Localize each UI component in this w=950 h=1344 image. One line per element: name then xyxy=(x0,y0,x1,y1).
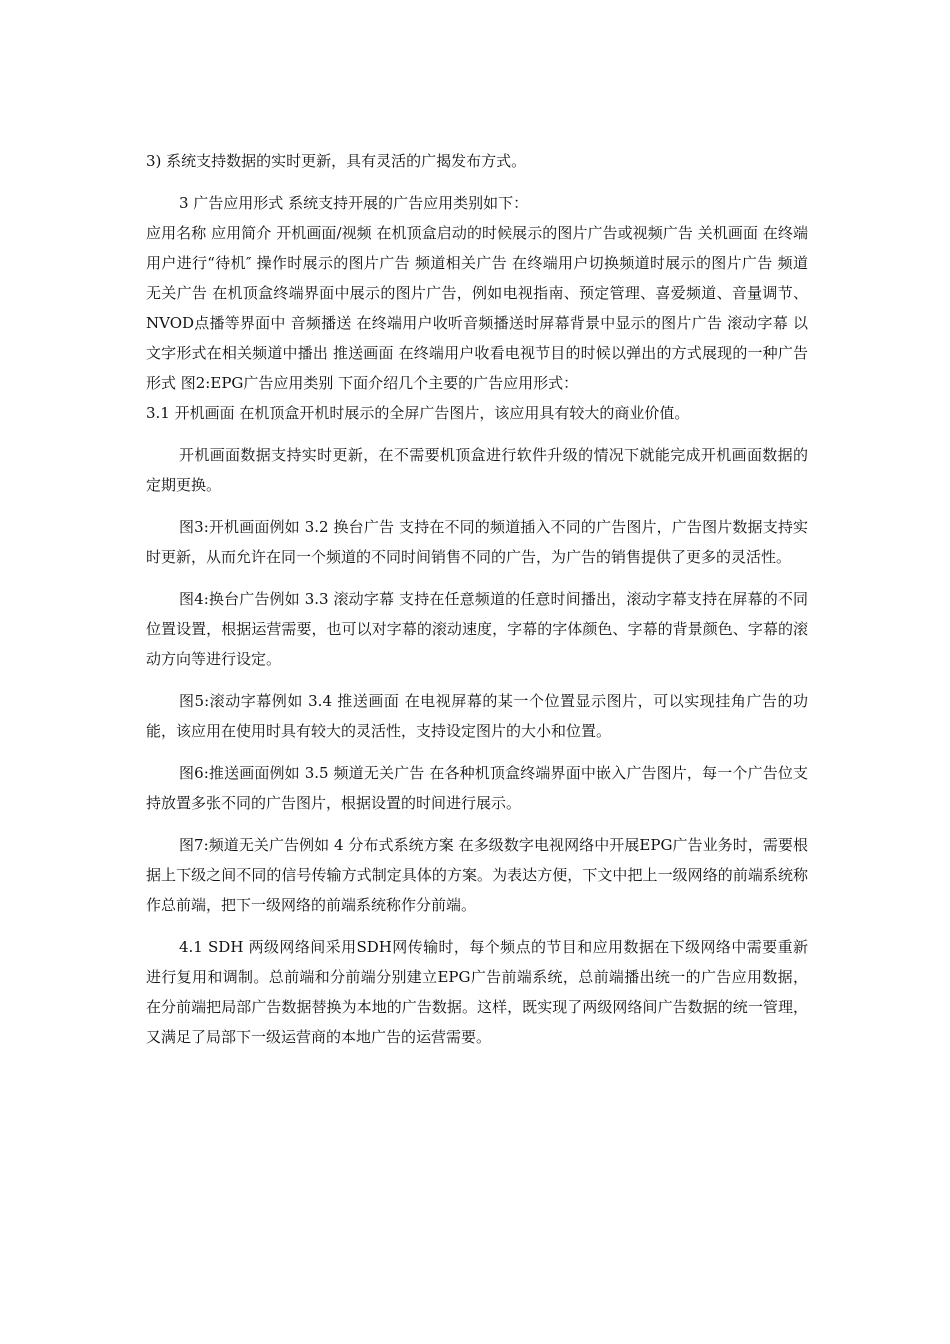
paragraph-section-3-5: 图6:推送画面例如 3.5 频道无关广告 在各种机顶盒终端界面中嵌入广告图片，每一个广告位支持放置多张不同的广告图片，根据设置的时间进行展示。 xyxy=(146,764,808,812)
paragraph-ad-types-table: 应用名称 应用简介 开机画面/视频 在机顶盒启动的时候展示的图片广告或视频广告 关机画面 在终端用户进行“待机″ 操作时展示的图片广告 频道相关广告 在终端用户切换频道时展示的图片广告 频道无关广告 在机顶盒终端界面中展示的图片广告，例如电视指南、预定管理、喜爱频道、音量调节、NVOD点播等界面中 音频播送 在终端用户收听音频播送时屏幕背景中显示的图片广告 滚动字幕 以文字形式在相关频道中播出 推送画面 在终端用户收看电视节目的时候以弹出的方式展现的一种广告形式 图2:EPG广告应用类别 下面介绍几个主要的广告应用形式： xyxy=(146,224,808,392)
paragraph-section-3-3: 图4:换台广告例如 3.3 滚动字幕 支持在任意频道的任意时间播出，滚动字幕支持在屏幕的不同位置设置，根据运营需要，也可以对字幕的滚动速度，字幕的字体颜色、字幕的背景颜色、字幕的滚动方向等进行设定。 xyxy=(146,590,808,668)
paragraph-section-4-1: 4.1 SDH 两级网络间采用SDH网传输时，每个频点的节目和应用数据在下级网络中需要重新进行复用和调制。总前端和分前端分别建立EPG广告前端系统，总前端播出统一的广告应用数据，在分前端把局部广告数据替换为本地的广告数据。这样，既实现了两级网络间广告数据的统一管理，又满足了局部下一级运营商的本地广告的运营需要。 xyxy=(146,938,808,1046)
paragraph-section-3-4: 图5:滚动字幕例如 3.4 推送画面 在电视屏幕的某一个位置显示图片，可以实现挂角广告的功能，该应用在使用时具有较大的灵活性，支持设定图片的大小和位置。 xyxy=(146,692,808,740)
paragraph-boot-screen-update: 开机画面数据支持实时更新，在不需要机顶盒进行软件升级的情况下就能完成开机画面数据的定期更换。 xyxy=(146,446,808,494)
paragraph-section-3-2: 图3:开机画面例如 3.2 换台广告 支持在不同的频道插入不同的广告图片，广告图片数据支持实时更新，从而允许在同一个频道的不同时间销售不同的广告，为广告的销售提供了更多的灵活性。 xyxy=(146,518,808,566)
paragraph-feature-3: 3) 系统支持数据的实时更新，具有灵活的广揭发布方式。 xyxy=(146,152,527,170)
paragraph-section-3-1: 3.1 开机画面 在机顶盒开机时展示的全屏广告图片，该应用具有较大的商业价值。 xyxy=(146,404,690,422)
document-page xyxy=(146,146,808,1064)
paragraph-section-4: 图7:频道无关广告例如 4 分布式系统方案 在多级数字电视网络中开展EPG广告业务时，需要根据上下级之间不同的信号传输方式制定具体的方案。为表达方便，下文中把上一级网络的前端系统称作总前端，把下一级网络的前端系统称作分前端。 xyxy=(146,836,808,914)
paragraph-section-3-heading: 3 广告应用形式 系统支持开展的广告应用类别如下： xyxy=(179,194,529,212)
